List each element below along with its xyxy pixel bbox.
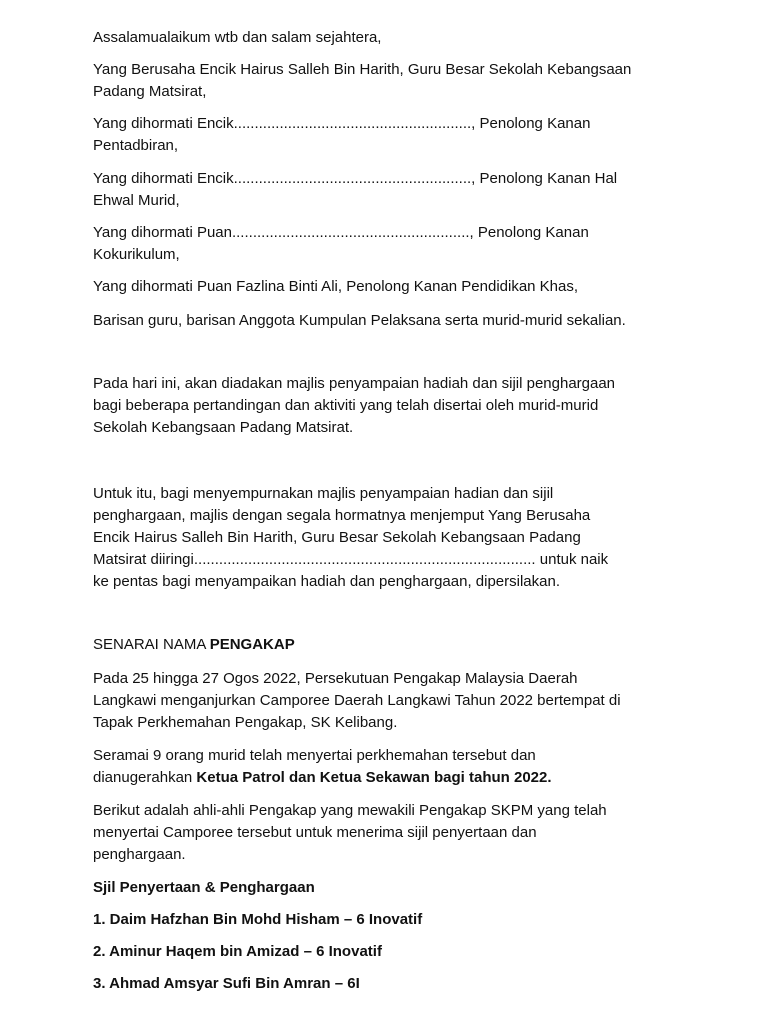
intro-line: bagi beberapa pertandingan dan aktiviti yang telah disertai oleh murid-murid — [93, 397, 599, 414]
section-heading-prefix: SENARAI NAMA — [93, 636, 210, 653]
invitation-line: Encik Hairus Salleh Bin Harith, Guru Besar Sekolah Kebangsaan Padang — [93, 529, 581, 546]
camporee-line: Pada 25 hingga 27 Ogos 2022, Persekutuan Pengakap Malaysia Daerah — [93, 670, 578, 687]
salutation: Assalamualaikum wtb dan salam sejahtera, — [93, 29, 382, 46]
greeting-pk-pendidikan-khas: Yang dihormati Puan Fazlina Binti Ali, Penolong Kanan Pendidikan Khas, — [93, 278, 579, 295]
invitation-line: penghargaan, majlis dengan segala hormatnya menjemput Yang Berusaha — [93, 507, 591, 524]
list-item: 3. Ahmad Amsyar Sufi Bin Amran – 6I — [93, 975, 360, 992]
participants-line-prefix: dianugerahkan — [93, 769, 197, 786]
members-paragraph — [93, 800, 693, 866]
camporee-line: Langkawi menganjurkan Camporee Daerah Langkawi Tahun 2022 bertempat di — [93, 692, 621, 709]
intro-line: Pada hari ini, akan diadakan majlis penyampaian hadiah dan sijil penghargaan — [93, 375, 616, 392]
participants-line: Seramai 9 orang murid telah menyertai perkhemahan tersebut dan — [93, 747, 536, 764]
greeting-line: Yang dihormati Encik........................................................., Penolong Kanan Hal — [93, 170, 618, 187]
greeting-line: Yang dihormati Puan........................................................., Penolong Kanan — [93, 224, 589, 241]
greeting-line: Yang dihormati Encik........................................................., Penolong Kanan — [93, 115, 591, 132]
intro-line: Sekolah Kebangsaan Padang Matsirat. — [93, 419, 354, 436]
greeting-line: Ehwal Murid, — [93, 192, 180, 209]
award-title: Ketua Patrol dan Ketua Sekawan bagi tahun 2022. — [196, 769, 552, 786]
invitation-line: Untuk itu, bagi menyempurnakan majlis penyampaian hadian dan sijil — [93, 485, 554, 502]
greeting-pk-kokurikulum — [93, 222, 693, 266]
certificate-list-title: Sjil Penyertaan & Penghargaan — [93, 879, 315, 896]
intro-paragraph — [93, 373, 693, 439]
greeting-line: Pentadbiran, — [93, 137, 179, 154]
participants-paragraph — [93, 745, 693, 789]
section-heading-bold: PENGAKAP — [209, 636, 295, 653]
greeting-line: Yang Berusaha Encik Hairus Salleh Bin Harith, Guru Besar Sekolah Kebangsaan — [93, 61, 632, 78]
camporee-paragraph — [93, 668, 693, 734]
greeting-line: Kokurikulum, — [93, 246, 180, 263]
members-line: penghargaan. — [93, 846, 186, 863]
section-heading — [93, 634, 693, 656]
invitation-paragraph — [93, 483, 693, 593]
members-line: Berikut adalah ahli-ahli Pengakap yang mewakili Pengakap SKPM yang telah — [93, 802, 607, 819]
greeting-pk-pentadbiran — [93, 113, 693, 157]
greeting-guru-besar — [93, 59, 693, 103]
list-item: 2. Aminur Haqem bin Amizad – 6 Inovatif — [93, 943, 382, 960]
camporee-line: Tapak Perkhemahan Pengakap, SK Kelibang. — [93, 714, 398, 731]
list-item: 1. Daim Hafzhan Bin Mohd Hisham – 6 Inovatif — [93, 911, 423, 928]
greeting-pk-hem — [93, 168, 693, 212]
invitation-line: ke pentas bagi menyampaikan hadiah dan penghargaan, dipersilakan. — [93, 573, 560, 590]
members-line: menyertai Camporee tersebut untuk menerima sijil penyertaan dan — [93, 824, 537, 841]
greeting-line: Padang Matsirat, — [93, 83, 207, 100]
invitation-line: Matsirat diiringi.................................................................................. untuk naik — [93, 551, 609, 568]
greeting-guru-murid: Barisan guru, barisan Anggota Kumpulan Pelaksana serta murid-murid sekalian. — [93, 312, 626, 329]
